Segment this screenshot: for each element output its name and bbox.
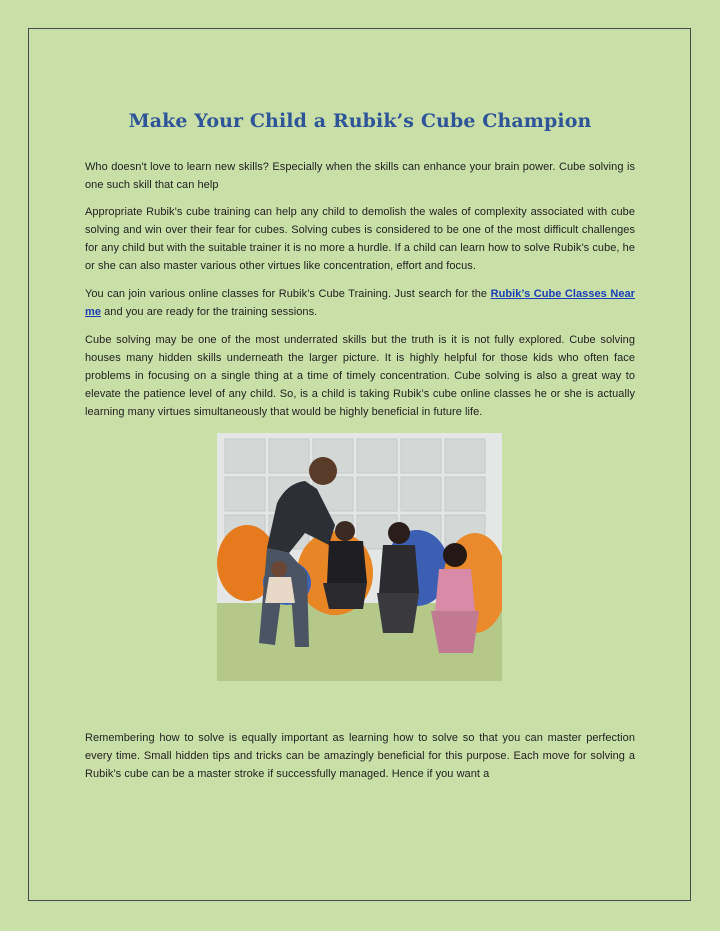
training-photo [217, 433, 502, 681]
training-photo-illustration [217, 433, 502, 681]
document-body [85, 110, 635, 793]
link-paragraph-before: You can join various online classes for Rubik’s Cube Training. Just search for the [85, 288, 491, 300]
page-title: Make Your Child a Rubik’s Cube Champion [128, 110, 592, 132]
link-paragraph-after: and you are ready for the training sessions. [101, 306, 318, 318]
rubiks-cube-classes-link[interactable]: Rubik’s Cube Classes Near me [85, 288, 635, 318]
paragraph-underrated-skills: Cube solving may be one of the most underrated skills but the truth is it is not fully explored. Cube solving houses many hidden skills underneath the larger picture. It is highly helpful for those kids who often face problems in focusing on a single thing at a time of timely concentration. Cube solving is also a great way to elevate the patience level of any child. So, is a child is taking Rubik’s cube online classes he or she is actually learning many virtues simultaneously that would be highly beneficial in future life. [85, 334, 635, 418]
paragraph-remembering: Remembering how to solve is equally important as learning how to solve so that you can master perfection every time. Small hidden tips and tricks can be amazingly beneficial for this purpose. Each move for solving a Rubik’s cube can be a master stroke if successfully managed. Hence if you want a [85, 732, 635, 780]
paragraph-training: Appropriate Rubik’s cube training can help any child to demolish the wales of complexity associated with cube solving and win over their fear for cubes. Solving cubes is considered to be one of the most difficult challenges for any child but with the suitable trainer it is no more a hurdle. If a child can learn how to solve Rubik’s cube, he or she can also master various other virtues like concentration, effort and focus. [85, 206, 635, 272]
paragraph-online-classes [85, 285, 635, 321]
paragraph-intro: Who doesn't love to learn new skills? Especially when the skills can enhance your brain power. Cube solving is one such skill that can help [85, 161, 635, 191]
